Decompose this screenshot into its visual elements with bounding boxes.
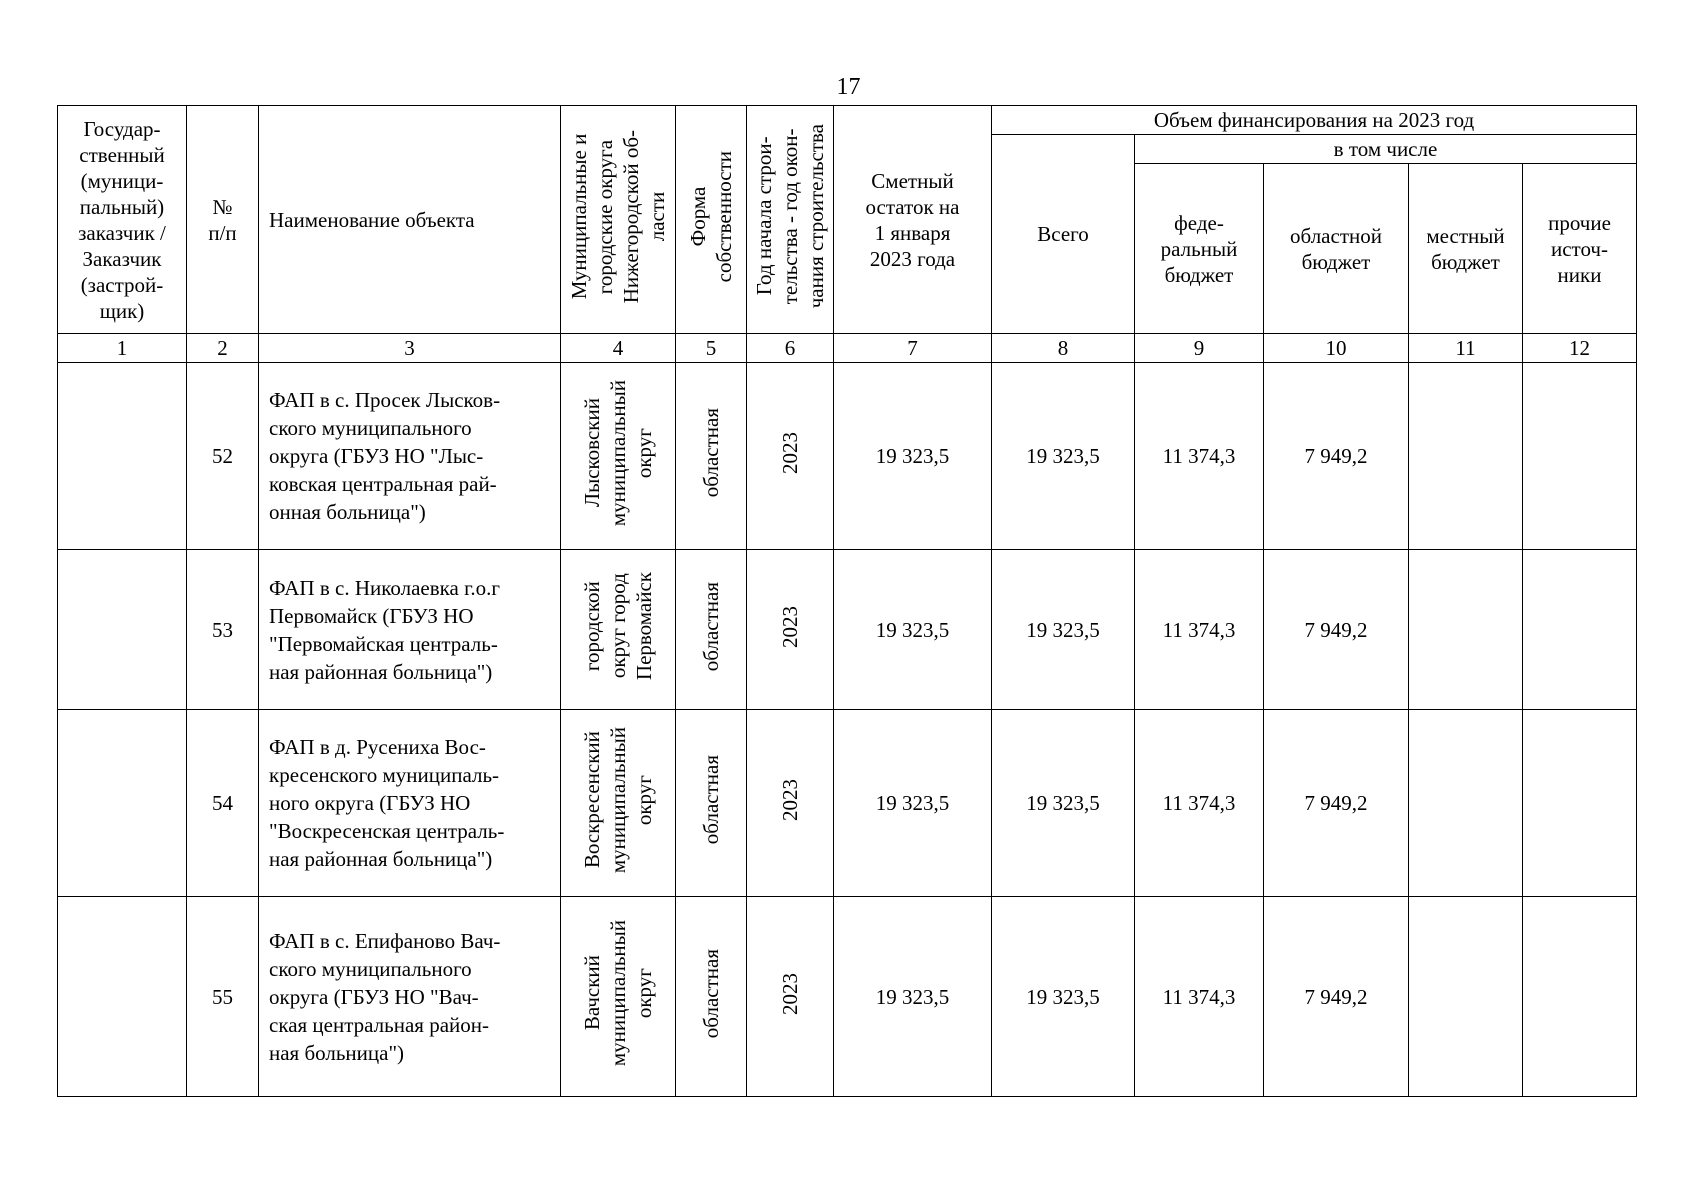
other-cell: [1523, 897, 1637, 1097]
table-row: [58, 897, 1637, 1097]
text-line: №: [212, 194, 233, 219]
table-row: [58, 710, 1637, 897]
text-line: округ: [632, 968, 656, 1019]
column-number: 10: [1264, 334, 1409, 363]
ownership-cell: областная: [676, 897, 747, 1097]
text-line: муниципальный: [606, 379, 630, 527]
text-line: источ-: [1551, 236, 1608, 261]
federal-cell: 11 374,3: [1135, 897, 1264, 1097]
text-line: тельства - год окон-: [778, 128, 802, 305]
text-line: ФАП в д. Русениха Вос-: [269, 735, 486, 759]
text-line: Муниципальные и: [567, 133, 591, 300]
local-cell: [1409, 710, 1523, 897]
column-number: 5: [676, 334, 747, 363]
text-line: ского муниципального: [269, 956, 472, 981]
year-cell: 2023: [747, 710, 834, 897]
text-line: бюджет: [1301, 249, 1371, 274]
text-line: онная больница"): [269, 500, 426, 524]
regional-cell: 7 949,2: [1264, 710, 1409, 897]
municipality-cell: [561, 363, 676, 550]
header-number: [187, 106, 259, 334]
text-line: Заказчик: [82, 246, 162, 271]
year-cell: 2023: [747, 363, 834, 550]
header-object-name: Наименование объекта: [259, 106, 561, 334]
text-line: ная больница"): [269, 1040, 405, 1065]
regional-cell: 7 949,2: [1264, 363, 1409, 550]
header-customer: [58, 106, 187, 334]
federal-cell: 11 374,3: [1135, 363, 1264, 550]
other-cell: [1523, 550, 1637, 710]
object-name: [259, 363, 561, 550]
text-line: прочие: [1548, 210, 1611, 235]
text-line: Форма: [686, 186, 710, 247]
balance-cell: 19 323,5: [834, 897, 992, 1097]
column-number: 12: [1523, 334, 1637, 363]
header-total: Всего: [992, 135, 1135, 334]
text-line: (застрой-: [80, 272, 164, 297]
balance-cell: 19 323,5: [834, 550, 992, 710]
municipality-cell: [561, 550, 676, 710]
text-line: Год начала строи-: [752, 137, 776, 296]
text-line: Сметный: [871, 168, 954, 193]
text-line: округ город: [606, 574, 630, 679]
total-cell: 19 323,5: [992, 363, 1135, 550]
text-line: ФАП в с. Епифаново Вач-: [269, 928, 501, 953]
column-number: 2: [187, 334, 259, 363]
text-line: округа (ГБУЗ НО "Вач-: [269, 984, 479, 1009]
header-funding-group: Объем финансирования на 2023 год: [992, 106, 1637, 135]
municipality-cell: [561, 897, 676, 1097]
header-local: [1409, 164, 1523, 334]
text-line: Нижегородской об-: [619, 129, 643, 304]
text-line: муниципальный: [606, 920, 630, 1067]
text-line: областной: [1290, 223, 1382, 248]
local-cell: [1409, 363, 1523, 550]
header-regional: [1264, 164, 1409, 334]
text-line: ники: [1557, 262, 1602, 287]
text-line: округа (ГБУЗ НО "Лыс-: [269, 444, 484, 468]
text-line: ласти: [645, 191, 669, 242]
text-line: 1 января: [874, 220, 951, 245]
column-number-row: [58, 334, 1637, 363]
column-number: 9: [1135, 334, 1264, 363]
row-number: 52: [187, 363, 259, 550]
text-line: городские округа: [593, 139, 617, 294]
text-line: ФАП в с. Николаевка г.о.г: [269, 575, 500, 600]
text-line: Первомайск (ГБУЗ НО: [269, 603, 474, 628]
customer-cell: [58, 363, 187, 550]
customer-cell: [58, 897, 187, 1097]
table-row: [58, 550, 1637, 710]
federal-cell: 11 374,3: [1135, 710, 1264, 897]
column-number: 11: [1409, 334, 1523, 363]
ownership-cell: областная: [676, 710, 747, 897]
text-line: Вачский: [580, 955, 604, 1032]
text-line: пальный): [79, 194, 165, 219]
text-line: 2023 года: [869, 246, 956, 271]
year-cell: 2023: [747, 550, 834, 710]
column-number: 4: [561, 334, 676, 363]
text-line: (муници-: [80, 168, 164, 193]
text-line: ная районная больница"): [269, 659, 493, 684]
text-line: чания строительства: [804, 124, 828, 309]
regional-cell: 7 949,2: [1264, 897, 1409, 1097]
row-number: 53: [187, 550, 259, 710]
regional-cell: 7 949,2: [1264, 550, 1409, 710]
text-line: муниципальный: [606, 726, 630, 874]
page-number: 17: [836, 74, 861, 100]
text-line: ская центральная район-: [269, 1012, 489, 1037]
ownership-cell: областная: [676, 550, 747, 710]
text-line: собственности: [712, 150, 736, 283]
text-line: Лысковский: [580, 398, 604, 508]
column-number: 1: [58, 334, 187, 363]
text-line: остаток на: [865, 194, 960, 219]
total-cell: 19 323,5: [992, 550, 1135, 710]
text-line: ная районная больница"): [269, 847, 493, 871]
federal-cell: 11 374,3: [1135, 550, 1264, 710]
text-line: Первомайск: [632, 572, 656, 681]
object-name: [259, 897, 561, 1097]
text-line: щик): [99, 298, 145, 323]
text-line: бюджет: [1164, 262, 1234, 287]
text-line: ного округа (ГБУЗ НО: [269, 791, 471, 815]
column-number: 3: [259, 334, 561, 363]
text-line: кресенского муниципаль-: [269, 763, 500, 787]
text-line: ральный: [1160, 236, 1238, 261]
balance-cell: 19 323,5: [834, 710, 992, 897]
year-cell: 2023: [747, 897, 834, 1097]
header-years: [747, 106, 834, 334]
financing-table: [57, 105, 1637, 1097]
text-line: заказчик /: [78, 220, 166, 245]
column-number: 6: [747, 334, 834, 363]
header-estimate-balance: [834, 106, 992, 334]
header-municipality: [561, 106, 676, 334]
balance-cell: 19 323,5: [834, 363, 992, 550]
text-line: Государ-: [83, 116, 161, 141]
object-name: [259, 550, 561, 710]
text-line: ковская центральная рай-: [269, 472, 497, 496]
header-federal: [1135, 164, 1264, 334]
text-line: городской: [580, 581, 604, 672]
text-line: "Воскресенская централь-: [269, 819, 505, 843]
customer-cell: [58, 710, 187, 897]
row-number: 54: [187, 710, 259, 897]
column-number: 8: [992, 334, 1135, 363]
row-number: 55: [187, 897, 259, 1097]
total-cell: 19 323,5: [992, 710, 1135, 897]
ownership-cell: областная: [676, 363, 747, 550]
text-line: "Первомайская централь-: [269, 631, 498, 656]
other-cell: [1523, 363, 1637, 550]
text-line: феде-: [1174, 210, 1224, 235]
text-line: ственный: [79, 142, 165, 167]
customer-cell: [58, 550, 187, 710]
total-cell: 19 323,5: [992, 897, 1135, 1097]
text-line: округ: [632, 427, 656, 479]
local-cell: [1409, 897, 1523, 1097]
text-line: бюджет: [1431, 249, 1500, 274]
municipality-cell: [561, 710, 676, 897]
text-line: местный: [1426, 223, 1505, 248]
local-cell: [1409, 550, 1523, 710]
text-line: ФАП в с. Просек Лысков-: [269, 388, 501, 412]
text-line: округ: [632, 774, 656, 826]
header-other: [1523, 164, 1637, 334]
object-name: [259, 710, 561, 897]
table-row: [58, 363, 1637, 550]
text-line: п/п: [208, 220, 237, 245]
column-number: 7: [834, 334, 992, 363]
other-cell: [1523, 710, 1637, 897]
header-including: в том числе: [1135, 135, 1637, 164]
text-line: ского муниципального: [269, 416, 472, 440]
text-line: Воскресенский: [580, 731, 604, 869]
header-ownership: [676, 106, 747, 334]
